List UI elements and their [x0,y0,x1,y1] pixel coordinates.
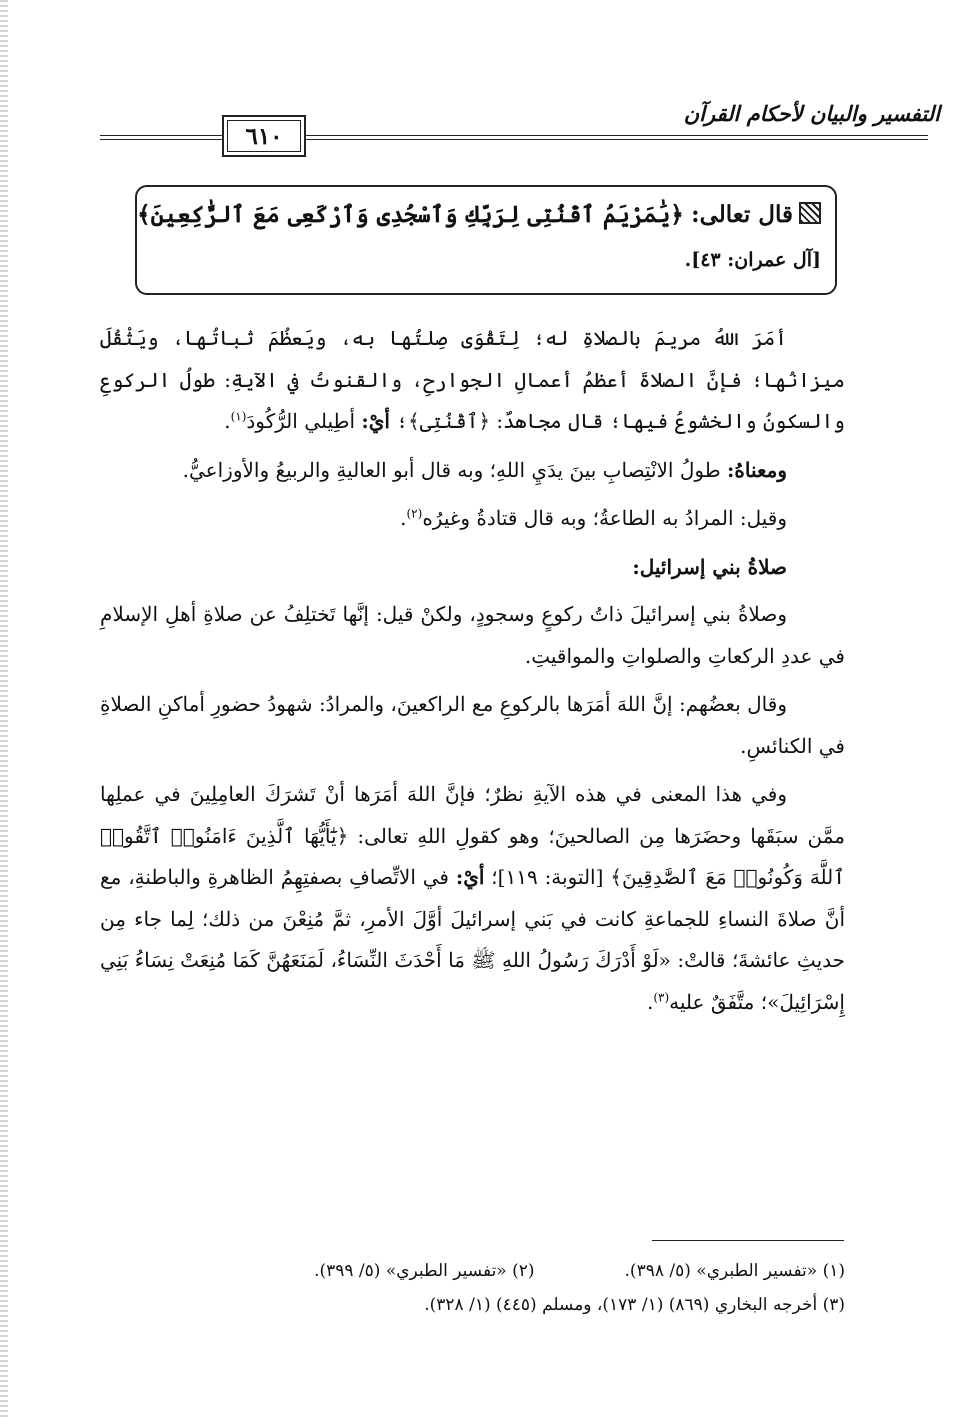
footnote-2: (٢) «تفسير الطبري» (٥/ ٣٩٩). [314,1261,535,1281]
body-text [100,318,845,1030]
paragraph [100,498,845,540]
paragraph [100,684,845,767]
footnote-3: (٣) أخرجه البخاري (٨٦٩) (١/ ١٧٣)، ومسلم (٤٤٥) (١/ ٣٢٨). [424,1295,845,1315]
text-run: في الاتِّصافِ بصفتِهِمُ الظاهرةِ والباطنةِ، مع أنَّ صلاةَ النساءِ للجماعةِ كانت في بَني إسرائيلَ أوَّلَ الأمرِ، ثمَّ مُنِعْنَ من ذلك؛ لِما جاء مِن حديثِ عائشةَ؛ قالتْ: «لَوْ أَدْرَكَ رَسُولُ اللهِ ﷺ مَا أَحْدَثَ النِّسَاءُ، لَمَنَعَهُنَّ كَمَا مُنِعَتْ نِسَاءُ بَنِي إِسْرَائِيلَ»؛ متَّفَقٌ عليه [100,865,845,1014]
text-run: أمَرَ اللهُ مريمَ بالصلاةِ له؛ لِتَقْوَى صِلتُها به، ويَعظُمَ ثباتُها، ويَثْقُلَ ميزانُها؛ فإنَّ الصلاةَ أعظمُ أعمالِ الجوارحِ، والقنوتُ في الآيةِ: طولُ الركوعِ والسكونُ والخشوعُ فيها؛ قال مجاهدٌ: ﴿ٱقْنُتِى﴾؛ [100,326,845,433]
footnote-row [100,1254,845,1288]
paragraph [100,774,845,1023]
text-run: أيْ: [455,865,485,889]
text-run: . [224,409,231,433]
ornament-square-icon [799,202,821,224]
quran-verse: ﴿يَٰمَرْيَمُ ٱقْنُتِى لِرَبِّكِ وَٱسْجُدِى وَٱرْكَعِى مَعَ ٱلرَّٰكِعِينَ﴾ [137,201,684,228]
paragraph [100,318,845,443]
text-run: وقيل: المرادُ به الطاعةُ؛ وبه قال قتادةُ وغيرُه [422,506,787,530]
page-header [100,95,940,175]
text-run: أطِيلي الرُّكُودَ [246,409,362,433]
text-run: طولُ الانْتِصابِ بينَ يدَيِ اللهِ؛ وبه قال أبو العاليةِ والربيعُ والأوزاعيُّ. [182,457,727,482]
text-run: وصلاةُ بني إسرائيلَ ذاتُ ركوعٍ وسجودٍ، ولكنْ قيل: إنَّها تَختلِفُ عن صلاةِ أهلِ الإسلامِ في عددِ الركعاتِ والصلواتِ والمواقيتِ. [100,602,845,668]
text-run: . [646,989,654,1014]
page-number-box [222,115,306,157]
footnote-ref: (٢) [406,506,423,521]
verse-reference: [آل عمران: ٤٣]. [684,249,821,271]
text-run: وقال بعضُهم: إنَّ اللهَ أمَرَها بالركوعِ مع الراكعينَ، والمرادُ: شهودُ حضورِ أماكنِ الصلاةِ في الكنائسِ. [100,692,845,758]
text-run: . [400,506,407,530]
footnote-row [100,1288,845,1322]
paragraph-group [100,594,845,1023]
footnote-separator [652,1240,844,1241]
verse-line [137,201,821,228]
paragraph-group [100,318,845,540]
verse-box [135,185,837,295]
scan-edge [0,0,8,1417]
text-run: أيْ: [361,409,390,433]
text-run: ومعناهُ: [726,457,787,482]
section-heading: صلاةُ بني إسرائيل: [632,554,787,579]
page-number: ٦١٠ [245,123,283,150]
footnote-ref: (٣) [653,989,670,1004]
page-title: التفسير والبيان لأحكام القرآن [683,101,940,126]
footnote-ref: (١) [230,409,247,424]
footnotes [100,1254,845,1322]
paragraph [100,450,845,492]
text-run: وفي هذا المعنى في هذه الآيةِ نظرٌ؛ فإنَّ اللهَ أمَرَها أنْ تَشرَكَ العامِلِينَ في عملِها ممَّن سبَقَها وحضَرَها مِن الصالحينَ؛ وهو كقولِ اللهِ تعالى: ﴿يَٰٓأَيُّهَا ٱلَّذِينَ ءَامَنُوا۟ ٱتَّقُوا۟ ٱللَّهَ وَكُونُوا۟ مَعَ ٱلصَّٰدِقِينَ﴾ [التوبة: ١١٩]؛ [100,782,845,889]
paragraph [100,594,845,677]
footnote-1: (١) «تفسير الطبري» (٥/ ٣٩٨). [624,1261,845,1281]
verse-intro: قال تعالى: [691,201,793,228]
